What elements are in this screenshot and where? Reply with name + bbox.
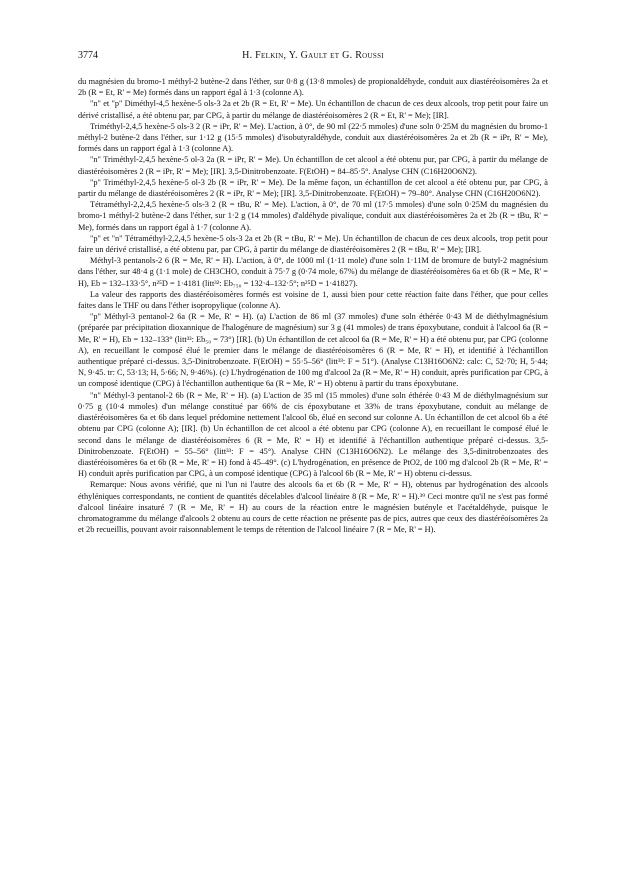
paragraph: du magnésien du bromo-1 méthyl-2 butène-2 dans l'éther, sur 0·8 g (13·8 mmoles) de propionaldéhyde, conduit aux diastéréoisomères 2a et 2b (R = Et, R' = Me) formés dans un rapport égal à 1·3 (colonne A). xyxy=(78,77,548,98)
paragraph: "n" Triméthyl-2,4,5 hexène-5 ol-3 2a (R = iPr, R' = Me). Un échantillon de cet alcool a été obtenu pur, par CPG, à partir du mélange de diastéréoisomères 2 (R = iPr, R' = Me); [IR]. 3,5-Dinitrobenzoate. F(EtOH) = 84–85·5°. Analyse CHN (C16H20O6N2). xyxy=(78,155,548,176)
paragraph: "p" Méthyl-3 pentanol-2 6a (R = Me, R' = H). (a) L'action de 86 ml (37 mmoles) d'une soln éthérée 0·43 M de diéthylmagnésium (préparée par précipitation dioxannique de l'halogénure de magnésium) sur 3 g (41 mmoles) de trans époxybutane, conduit à l'alcool 6a (R = Me, R' = H), Eb = 132–133° (litt³³: Eb₅₀ = 73°) [IR]. (b) Un échantillon de cet alcool 6a (R = Me, R' = H) a été obtenu pur, par CPG (colonne A), en recueillant le composé élué le premier dans le mélange de diastéréoisomères 6 (R = Me, R' = H), et identifié à l'échantillon authentique préparé ci-dessus. 3,5-Dinitrobenzoate. F(EtOH) = 55·5–56° (litt³³: F = 51°). (Analyse C13H16O6N2: calc: C, 52·70; H, 5·44; N, 9·45. tr: C, 53·13; H, 5·66; N, 9·46%). (c) L'hydrogénation de 100 mg d'alcool 2a (R = Me, R' = H) conduit, après purification par CPG, à un composé identique (CPG) à l'échantillon authentique 6a (R = Me, R' = H) obtenu à partir du trans époxybutane. xyxy=(78,312,548,389)
page-number: 3774 xyxy=(78,50,98,61)
paragraph: Tétraméthyl-2,2,4,5 hexène-5 ols-3 2 (R = tBu, R' = Me). L'action, à 0°, de 70 ml (17·5 mmoles) d'une soln 0·25M du magnésien du bromo-1 méthyl-2 butène-2 dans l'éther, sur 1·2 g (14 mmoles) d'aldéhyde pivalique, conduit aux diastéréoisomères 2a et 2b (R = tBu, R' = Me), formés dans un rapport égal à 1·7 (colonne A). xyxy=(78,200,548,232)
running-title: H. Felkin, Y. Gault et G. Roussi xyxy=(242,50,384,61)
paragraph: "n" et "p" Diméthyl-4,5 hexène-5 ols-3 2a et 2b (R = Et, R' = Me). Un échantillon de chacun de ces deux alcools, trop petit pour faire un dérivé cristallisé, a été obtenu par, par CPG, à partir du mélange de diastéréoisomères 2 (R = Et, R' = Me); [IR]. xyxy=(78,99,548,120)
article-body xyxy=(78,76,548,535)
page-header xyxy=(78,50,548,64)
paragraph: Méthyl-3 pentanols-2 6 (R = Me, R' = H). L'action, à 0°, de 1000 ml (1·11 mole) d'une soln 1·11M de bromure de butyl-2 magnésium dans l'éther, sur 48·4 g (1·1 mole) de CH3CHO, conduit à 75·7 g (0·74 mole, 67%) du mélange de diastéréoisomères 6a et 6b (R = Me, R' = H), Eb = 132–133·5°, n²⁵D = 1·4181 (litt³²: Eb₇₅₀ = 132·4–132·5°; n²⁵D = 1·41827). xyxy=(78,256,548,288)
paragraph: Triméthyl-2,4,5 hexène-5 ols-3 2 (R = iPr, R' = Me). L'action, à 0°, de 90 ml (22·5 mmoles) d'une soln 0·25M du magnésien du bromo-1 méthyl-2 butène-2 dans l'éther, sur 1·12 g (15·5 mmoles) d'isobutyraldéhyde, conduit aux diastéréoisomères 2a et 2b (R = iPr, R' = Me), formés dans un rapport égal à 1·3 (colonne A). xyxy=(78,121,548,154)
paragraph: "p" et "n" Tétraméthyl-2,2,4,5 hexène-5 ols-3 2a et 2b (R = tBu, R' = Me). Un échantillon de chacun de ces deux alcools, trop petit pour faire un dérivé cristallisé, a été obtenu par, par CPG, à partir du mélange de diastéréoisomères 2 (R = tBu, R' = Me); [IR]. xyxy=(78,233,548,255)
paragraph: La valeur des rapports des diastéréoisomères formés est voisine de 1, aussi bien pour cette réaction faite dans l'éther, que pour celles faites dans le THF ou dans l'éther isopropylique (colonne A). xyxy=(78,289,548,311)
paragraph: "p" Triméthyl-2,4,5 hexène-5 ol-3 2b (R = iPr, R' = Me). De la même façon, un échantillon de cet alcool a été obtenu pur, par CPG, à partir du mélange de diastéréoisomères 2 (R = iPr, R' = Me); [IR]. 3,5-Dinitrobenzoate. F(EtOH) = 79–80°. Analyse CHN (C16H20O6N2). xyxy=(78,177,548,199)
paragraph: Remarque: Nous avons vérifié, que ni l'un ni l'autre des alcools 6a et 6b (R = Me, R' = H), obtenus par hydrogénation des alcools éthyléniques correspondants, ne contient de quantités décelables d'alcool linéaire 8 (R = Me, R' = H).³⁹ Ceci montre qu'il ne s'est pas formé d'alcool linéaire insaturé 7 (R = Me, R' = H) au cours de la réaction entre le magnésien butényle et l'acétaldéhyde, puisque le chromatogramme du mélange d'alcools 2 obtenu au cours de cette réaction ne présente pas de pics, autres que ceux des diastéréoisomères 2a et 2b recueillis, pouvant avoir raisonnablement le temps de rétention de l'alcool linéaire 7 (R = Me, R' = H). xyxy=(78,480,548,535)
paragraph: "n" Méthyl-3 pentanol-2 6b (R = Me, R' = H). (a) L'action de 35 ml (15 mmoles) d'une soln éthérée 0·43 M de diéthylmagnésium sur 0·75 g (10·4 mmoles) d'un mélange constitué par 66% de cis époxybutane et 33% de trans époxybutane, conduit au mélange de diastéréoisomères 6a et 6b dans lequel prédomine nettement l'alcool 6b, élué en second sur colonne A. Un échantillon de cet alcool 6b a été obtenu par CPG (colonne A); [IR]. (b) Un échantillon de cet alcool a été obtenu par CPG (colonne A), en recueillant le composé élué le second dans le mélange de diastéréoisomères 6 (R = Me, R' = H) et identifié à l'échantillon authentique préparé ci-dessus. 3,5-Dinitrobenzoate. F(EtOH) = 55–56° (litt³³: F = 45°). Analyse CHN (C13H16O6N2). Le mélange des 3,5-dinitrobenzoates des diastéréoisomères 6a et 6b (R = Me, R' = H) fond à 45–49°. (c) L'hydrogénation, en présence de PtO2, de 100 mg d'alcool 2b (R = Me, R' = H) conduit après purification par CPG, à un composé identique (CPG) à l'alcool 6b (R = Me, R' = H) obtenu ci-dessus. xyxy=(78,390,548,479)
